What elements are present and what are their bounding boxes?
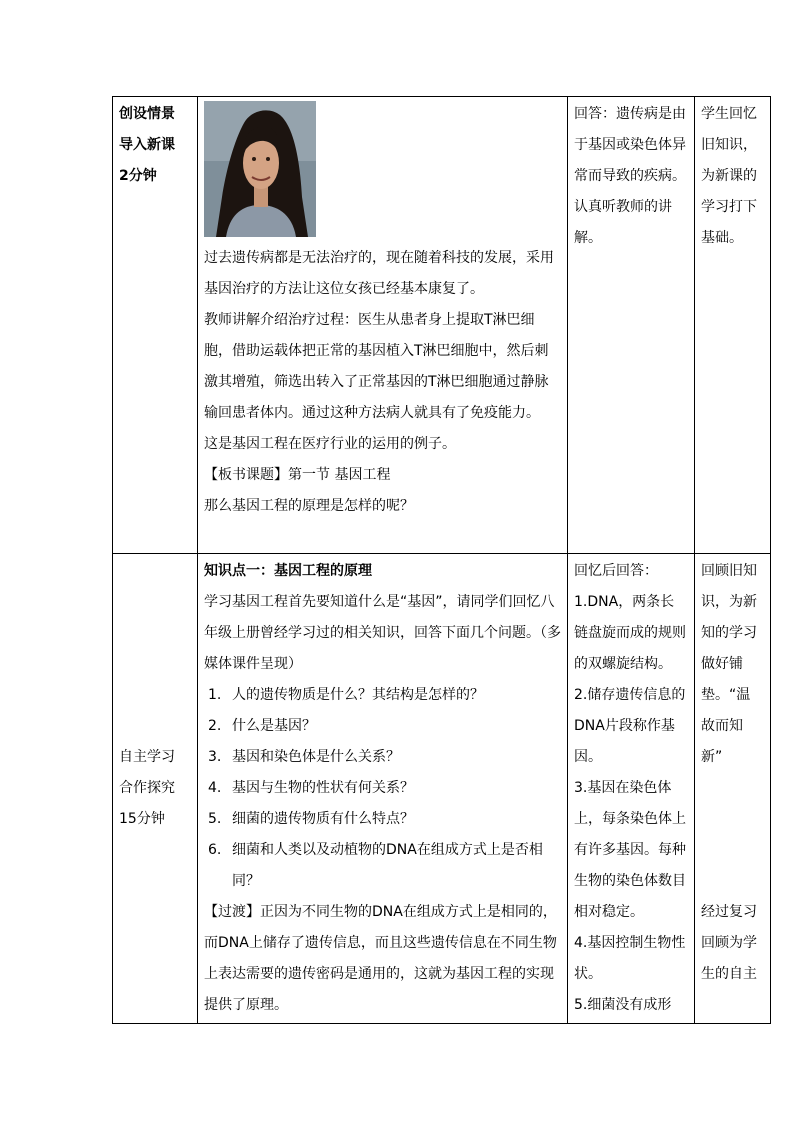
question-paragraph: 那么基因工程的原理是怎样的呢？: [204, 498, 414, 514]
student-answer: 4.基因控制生物性状。: [574, 935, 686, 982]
student-answer: 回答：遗传病是由于基因或染色体异常而导致的疾病。: [574, 106, 686, 184]
design-purpose-cell: [695, 97, 771, 554]
transition-paragraph: 【过渡】正因为不同生物的DNA在组成方式上是相同的，而DNA上储存了遗传信息，而且这些遗传信息在不同生物上表达需要的遗传密码是通用的，这就为基因工程的实现提供了原理。: [204, 904, 557, 1013]
list-item: 3. 基因和染色体是什么关系？: [208, 749, 400, 765]
student-answer: 回忆后回答：: [574, 563, 658, 579]
teacher-activity-cell: [198, 554, 568, 1024]
knowledge-heading: 知识点一：基因工程的原理: [204, 563, 372, 579]
stage-line: 创设情景: [119, 106, 175, 122]
table-row: [113, 97, 771, 554]
list-item: 2. 什么是基因？: [208, 718, 316, 734]
process-paragraph: 教师讲解介绍治疗过程：医生从患者身上提取T淋巴细胞，借助运载体把正常的基因植入T淋巴细胞中，然后刺激其增殖，筛选出转入了正常基因的T淋巴细胞通过静脉输回患者体内。通过这种方法病人就具有了免疫能力。: [204, 312, 549, 421]
stage-line: 自主学习: [119, 749, 175, 765]
portrait-photo: [204, 101, 316, 237]
student-listen: 认真听教师的讲解。: [574, 199, 672, 246]
student-answer: 5.细菌没有成形: [574, 997, 672, 1013]
student-activity-cell: [568, 554, 695, 1024]
intro-paragraph: 学习基因工程首先要知道什么是“基因”，请同学们回忆八年级上册曾经学习过的相关知识，回答下面几个问题。（多媒体课件呈现）: [204, 594, 561, 672]
purpose-text: 经过复习回顾为学生的自主: [701, 904, 757, 982]
list-item: 5. 细菌的遗传物质有什么特点？: [208, 811, 414, 827]
list-item: 1. 人的遗传物质是什么？其结构是怎样的？: [208, 687, 484, 703]
table-row: [113, 554, 771, 1024]
stage-duration: 2分钟: [119, 168, 157, 184]
stage-cell: [113, 554, 198, 1024]
purpose-text: 回顾旧知识，为新知的学习做好铺垫。“温故而知新”: [701, 563, 757, 765]
design-purpose-cell: [695, 554, 771, 1024]
stage-cell: [113, 97, 198, 554]
lesson-plan-table: [112, 96, 771, 1024]
purpose-text: 学生回忆旧知识，为新课的学习打下基础。: [701, 106, 757, 246]
stage-line: 导入新课: [119, 137, 175, 153]
student-answer: 1.DNA，两条长链盘旋而成的规则的双螺旋结构。: [574, 594, 686, 672]
student-answer: 2.储存遗传信息的DNA片段称作基因。: [574, 687, 686, 765]
student-activity-cell: [568, 97, 695, 554]
teacher-activity-cell: [198, 97, 568, 554]
stage-duration: 15分钟: [119, 811, 165, 827]
stage-line: 合作探究: [119, 780, 175, 796]
list-item: 4. 基因与生物的性状有何关系？: [208, 780, 414, 796]
student-answer: 3.基因在染色体上，每条染色体上有许多基因。每种生物的染色体数目相对稳定。: [574, 780, 686, 920]
board-title: 【板书课题】第一节 基因工程: [204, 467, 391, 483]
example-paragraph: 这是基因工程在医疗行业的运用的例子。: [204, 436, 456, 452]
list-item: 6. 细菌和人类以及动植物的DNA在组成方式上是否相同？: [208, 842, 543, 889]
intro-paragraph: 过去遗传病都是无法治疗的，现在随着科技的发展，采用基因治疗的方法让这位女孩已经基本康复了。: [204, 250, 554, 297]
question-list: [204, 680, 561, 897]
